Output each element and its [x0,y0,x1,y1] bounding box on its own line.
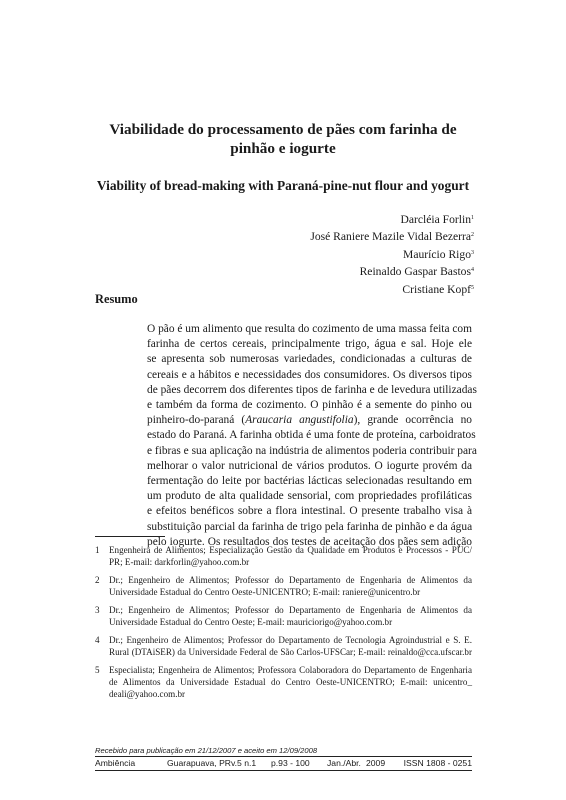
author-name: Reinaldo Gaspar Bastos [359,265,471,279]
footnote [95,574,472,598]
footnote-line: Rural (DTAiSER) da Universidade Federal de São Carlos-UFSCar; E-mail: reinaldo@cca.ufscar.br [109,647,472,657]
author-ref: 3 [471,249,474,256]
abstract-line: se apresenta sob numerosas variedades, condicionadas a culturas de [147,353,472,366]
author-name: José Raniere Mazile Vidal Bezerra [310,230,471,244]
author-ref: 4 [471,267,474,274]
article-title [90,120,476,158]
footnote-line: Dr.; Engenheiro de Alimentos; Professor do Departamento de Engenharia de Alimentos da [109,575,472,585]
author-list [174,211,474,298]
author [174,281,474,298]
received-note: Recebido para publicação em 21/12/2007 e aceito em 12/09/2008 [95,746,318,755]
author [174,246,474,263]
author [174,211,474,228]
abstract-line: melhorar o valor nutricional de vários produtos. O iogurte provém da [147,459,472,472]
resumo-heading: Resumo [95,292,138,306]
abstract-line: um produto de alta qualidade sensorial, com propriedades profiláticas [147,490,472,503]
abstract-line: substituição parcial da farinha de trigo pela farinha de pinhão e da água [147,520,473,533]
footnote-divider [95,536,165,537]
footnote-line: deali@yahoo.com.br [109,689,186,699]
author-name: Cristiane Kopf [402,282,471,296]
footer-city: Guarapuava, PR [167,758,232,768]
footer-rule-bottom [95,770,472,771]
footnotes [95,544,472,706]
author-name: Maurício Rigo [403,247,471,261]
footnote-line: Dr.; Engenheiro de Alimentos; Professor do Departamento de Tecnologia Agroindustrial e S. E. [109,635,472,645]
footer-journal: Ambiência [95,758,136,768]
footnote-line: Universidade Estadual do Centro Oeste; E-mail: mauriciorigo@yahoo.com.br [109,617,393,627]
english-title: Viability of bread-making with Paraná-pine-nut flour and yogurt [96,178,470,193]
abstract-line: cereais e a hábitos e necessidades dos consumidores. Os diversos tipos [147,368,472,381]
abstract-line: fermentação do leite por bactérias lácticas selecionadas resultando em [147,475,472,488]
author-ref: 5 [471,284,474,291]
footer-pages: p.93 - 100 [271,758,310,768]
footnote-line: Dr.; Engenheiro de Alimentos; Professor do Departamento de Engenharia de Alimentos da [109,605,472,615]
footnote [95,544,472,568]
footnote [95,634,472,658]
footnote-line: Universidade Estadual do Centro Oeste-UNICENTRO; E-mail: raniere@unicentro.br [109,587,421,597]
author [174,263,474,280]
abstract-line: O pão é um alimento que resulta do cozimento de uma massa feita com [147,323,472,335]
author [174,228,474,245]
abstract-line: pinheiro-do-paraná (Araucaria angustifolia), grande ocorrência no [147,414,472,427]
author-ref: 2 [471,232,474,239]
footer-issn: ISSN 1808 - 0251 [403,758,472,768]
abstract-line: de pães decorrem dos diferentes tipos de farinha e de levedura utilizadas [147,383,477,396]
abstract-line: e fibras e sua aplicação na indústria de alimentos poderia contribuir para [147,444,477,457]
footnote-line: de Alimentos da Universidade Estadual do Centro Oeste-UNICENTRO; E-mail: unicentro_ [109,677,472,687]
footnote-number: 1 [95,545,100,555]
footnote-line: PR; E-mail: darkforlin@yahoo.com.br [109,557,250,567]
title-line: pinhão e iogurte [230,140,336,157]
footnote-number: 5 [95,665,100,675]
footer-volume: v.5 n.1 [231,758,257,768]
scientific-name: Araucaria angustifolia [245,414,354,427]
author-name: Darcléia Forlin [400,213,471,226]
footnote [95,664,472,700]
footnote-number: 3 [95,605,100,615]
footnote-line: Engenheira de Alimentos; Especialização Gestão da Qualidade em Produtos e Processos - PUC/ [109,545,472,555]
author-ref: 1 [471,215,474,221]
footer-year: 2009 [366,758,386,768]
journal-footer [95,757,472,769]
abstract-line: e também da forma de cozimento. O pinhão é a semente do pinho ou [147,399,472,412]
abstract-text [147,322,477,550]
title-line: Viabilidade do processamento de pães com farinha de [109,121,457,138]
footer-date: Jan./Abr. [327,758,361,768]
footnote [95,604,472,628]
footnote-number: 4 [95,635,100,645]
footnote-number: 2 [95,575,100,585]
abstract-line: farinha de certos cereais, principalmente trigo, água e sal. Hoje ele [147,338,472,351]
abstract-line: estado do Paraná. A farinha obtida é uma fonte de proteína, carboidratos [147,429,476,442]
footnote-line: Especialista; Engenheira de Alimentos; Professora Colaboradora do Departamento de Engenharia [109,665,472,675]
abstract-line: e efeitos benéficos sobre a flora intestinal. O presente trabalho visa à [147,505,472,518]
abstract-line: pelo iogurte. Os resultados dos testes de aceitação dos pães sem adição [147,535,472,548]
